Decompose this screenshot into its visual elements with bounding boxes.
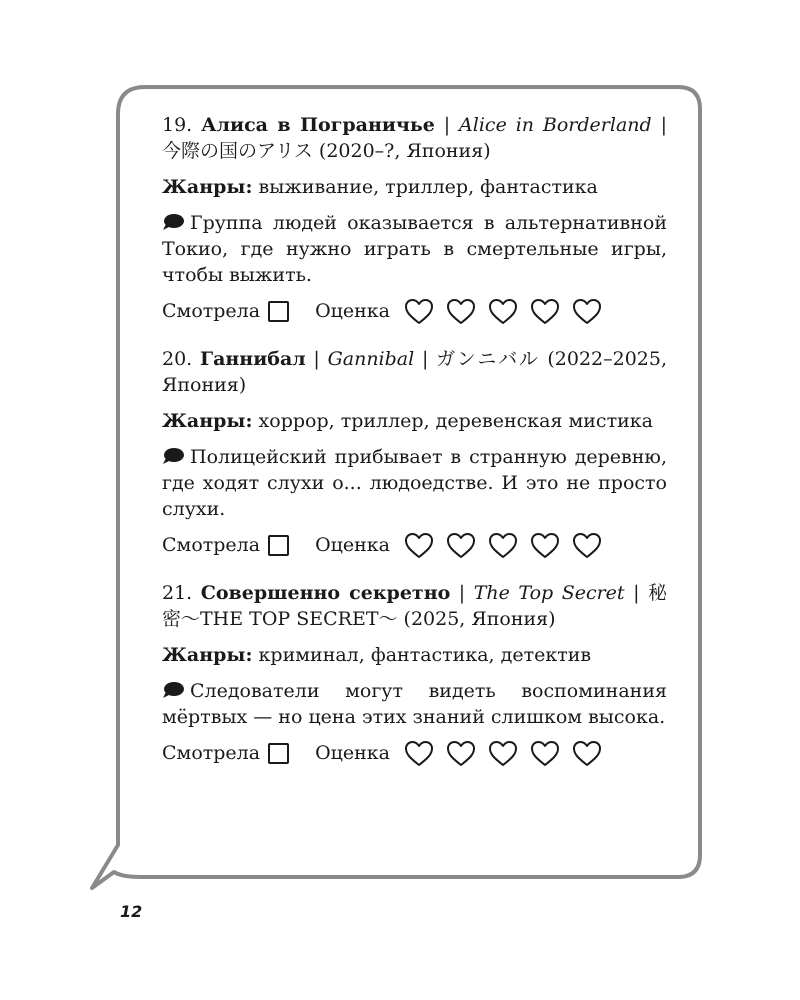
years-country: (2020–?, Япония) xyxy=(312,140,491,162)
series-title xyxy=(162,112,667,164)
title-original: ガンニバル xyxy=(436,348,540,370)
series-entry-21 xyxy=(162,580,667,768)
rating-label: Оценка xyxy=(315,300,390,322)
series-entry-20 xyxy=(162,346,667,560)
heart-icon[interactable] xyxy=(488,532,518,559)
series-list xyxy=(162,112,667,768)
description xyxy=(162,210,667,288)
heart-icon[interactable] xyxy=(572,298,602,325)
rating-row xyxy=(162,530,667,560)
heart-icon[interactable] xyxy=(530,740,560,767)
page-number: 12 xyxy=(120,902,143,921)
speech-bubble-icon xyxy=(162,213,184,231)
title-separator: | xyxy=(450,582,474,604)
genres-label: Жанры: xyxy=(162,644,253,666)
series-entry-19 xyxy=(162,112,667,326)
heart-icon[interactable] xyxy=(446,740,476,767)
watched-label: Смотрела xyxy=(162,300,261,322)
heart-icon[interactable] xyxy=(530,298,560,325)
rating-hearts xyxy=(404,298,602,325)
title-ru: Алиса в Пограничье xyxy=(201,114,435,136)
watched-checkbox[interactable] xyxy=(268,535,289,556)
rating-hearts xyxy=(404,740,602,767)
watched-label: Смотрела xyxy=(162,534,261,556)
genres-value: криминал, фантастика, детектив xyxy=(258,644,592,666)
series-title xyxy=(162,346,667,398)
rating-label: Оценка xyxy=(315,534,390,556)
description xyxy=(162,444,667,522)
heart-icon[interactable] xyxy=(572,740,602,767)
title-separator: | xyxy=(624,582,648,604)
title-original: 秘密〜THE TOP SECRET〜 xyxy=(162,582,667,630)
series-number: 19. xyxy=(162,114,193,136)
heart-icon[interactable] xyxy=(488,298,518,325)
series-title xyxy=(162,580,667,632)
genres-line xyxy=(162,642,667,668)
description xyxy=(162,678,667,730)
series-number: 21. xyxy=(162,582,193,604)
description-text: Группа людей оказывается в альтернативной Токио, где нужно играть в смертельные игры, чтобы выжить. xyxy=(162,212,667,286)
title-ru: Ганнибал xyxy=(199,348,306,370)
title-ru: Совершенно секретно xyxy=(200,582,451,604)
genres-label: Жанры: xyxy=(162,410,253,432)
heart-icon[interactable] xyxy=(404,740,434,767)
speech-bubble-icon xyxy=(162,447,184,465)
speech-bubble-icon xyxy=(162,681,184,699)
heart-icon[interactable] xyxy=(488,740,518,767)
genres-line xyxy=(162,174,667,200)
title-separator: | xyxy=(305,348,328,370)
heart-icon[interactable] xyxy=(530,532,560,559)
title-separator: | xyxy=(434,114,460,136)
rating-row xyxy=(162,738,667,768)
description-text: Полицейский прибывает в странную деревню, где ходят слухи о... людоедстве. И это не просто слухи. xyxy=(162,446,667,520)
rating-hearts xyxy=(404,532,602,559)
heart-icon[interactable] xyxy=(572,532,602,559)
rating-label: Оценка xyxy=(315,742,390,764)
title-en: The Top Secret xyxy=(473,582,625,604)
heart-icon[interactable] xyxy=(446,298,476,325)
years-country: (2022–2025, Япония) xyxy=(162,348,668,396)
heart-icon[interactable] xyxy=(404,298,434,325)
watched-label: Смотрела xyxy=(162,742,261,764)
title-separator: | xyxy=(414,348,437,370)
watched-checkbox[interactable] xyxy=(268,743,289,764)
rating-row xyxy=(162,296,667,326)
title-en: Alice in Borderland xyxy=(459,114,652,136)
genres-line xyxy=(162,408,667,434)
genres-value: выживание, триллер, фантастика xyxy=(258,176,598,198)
title-original: 今際の国のアリス xyxy=(162,140,313,162)
heart-icon[interactable] xyxy=(404,532,434,559)
heart-icon[interactable] xyxy=(446,532,476,559)
genres-value: хоррор, триллер, деревенская мистика xyxy=(258,410,653,432)
genres-label: Жанры: xyxy=(162,176,253,198)
title-en: Gannibal xyxy=(327,348,415,370)
series-number: 20. xyxy=(162,348,193,370)
watched-checkbox[interactable] xyxy=(268,301,289,322)
title-separator: | xyxy=(651,114,667,136)
years-country: (2025, Япония) xyxy=(397,608,556,630)
description-text: Следователи могут видеть воспоминания мёртвых — но цена этих знаний слишком высока. xyxy=(162,680,667,728)
